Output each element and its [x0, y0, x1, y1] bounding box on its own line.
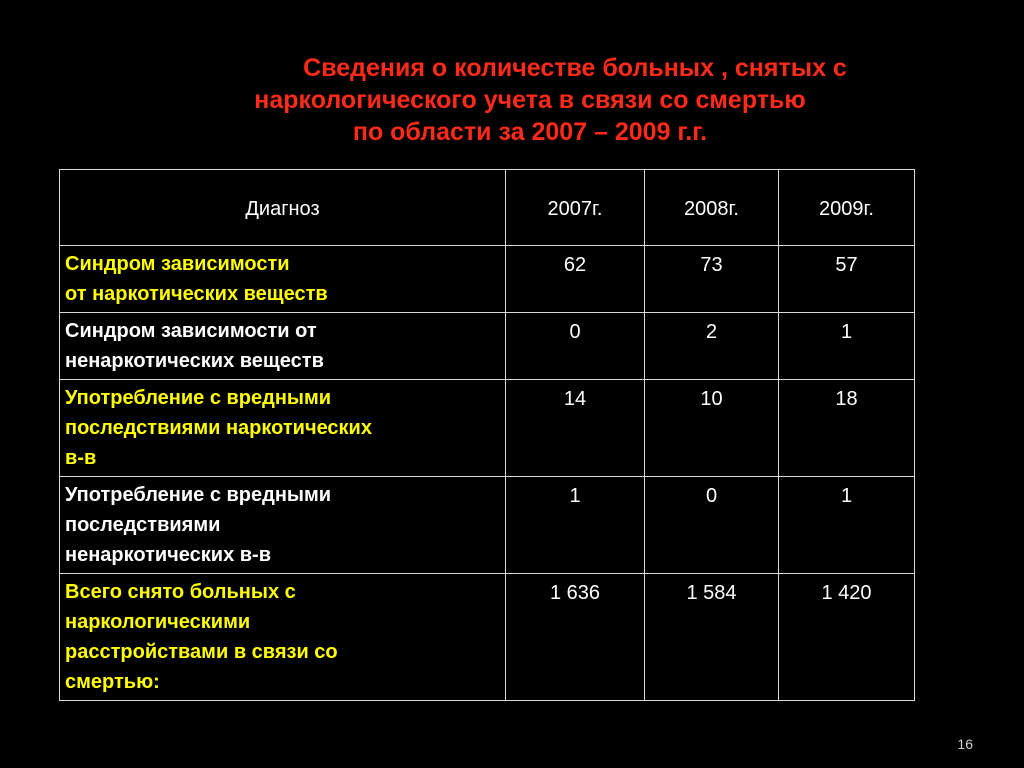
table-row-total — [60, 574, 915, 701]
header-year-2007: 2007г. — [506, 170, 645, 246]
value-2008: 0 — [645, 477, 779, 574]
value-2009: 57 — [779, 246, 915, 313]
value-2009: 18 — [779, 380, 915, 477]
value-2009: 1 420 — [779, 574, 915, 701]
diagnosis-line: Синдром зависимости от — [65, 320, 317, 342]
table-header-row — [60, 170, 915, 246]
diagnosis-cell — [60, 477, 506, 574]
diagnosis-line: Употребление с вредными — [65, 484, 332, 506]
diagnosis-line: Всего снято больных с — [65, 581, 296, 603]
diagnosis-line: ненаркотических веществ — [65, 350, 324, 372]
diagnosis-line: от наркотических веществ — [65, 283, 328, 305]
title-line-2: наркологического учета в связи со смертью — [254, 86, 806, 114]
title-line-3: по области за 2007 – 2009 г.г. — [352, 118, 708, 146]
value-2007: 62 — [506, 246, 645, 313]
diagnosis-line: Употребление с вредными — [65, 387, 332, 409]
diagnosis-line: смертью: — [65, 671, 160, 693]
diagnosis-line: наркологическими — [65, 611, 251, 633]
diagnosis-line: расстройствами в связи со — [65, 641, 338, 663]
diagnosis-cell — [60, 313, 506, 380]
diagnosis-cell — [60, 380, 506, 477]
statistics-table — [59, 169, 915, 701]
header-year-2009: 2009г. — [779, 170, 915, 246]
value-2008: 1 584 — [645, 574, 779, 701]
value-2007: 14 — [506, 380, 645, 477]
diagnosis-line: последствиями — [65, 514, 221, 536]
table-row — [60, 477, 915, 574]
title-line-1: Сведения о количестве больных , снятых с — [303, 54, 847, 82]
value-2008: 2 — [645, 313, 779, 380]
diagnosis-line: последствиями наркотических — [65, 417, 372, 439]
diagnosis-cell — [60, 574, 506, 701]
value-2008: 10 — [645, 380, 779, 477]
diagnosis-line: ненаркотических в-в — [65, 544, 272, 566]
diagnosis-line: Синдром зависимости — [65, 253, 290, 275]
value-2007: 1 636 — [506, 574, 645, 701]
value-2007: 1 — [506, 477, 645, 574]
table-row — [60, 313, 915, 380]
value-2009: 1 — [779, 477, 915, 574]
value-2009: 1 — [779, 313, 915, 380]
diagnosis-line: в-в — [65, 447, 97, 469]
diagnosis-cell — [60, 246, 506, 313]
table-row — [60, 380, 915, 477]
value-2007: 0 — [506, 313, 645, 380]
header-diagnosis: Диагноз — [60, 170, 506, 246]
page-number: 16 — [957, 736, 973, 752]
slide-title — [150, 52, 910, 148]
value-2008: 73 — [645, 246, 779, 313]
table-row — [60, 246, 915, 313]
header-year-2008: 2008г. — [645, 170, 779, 246]
